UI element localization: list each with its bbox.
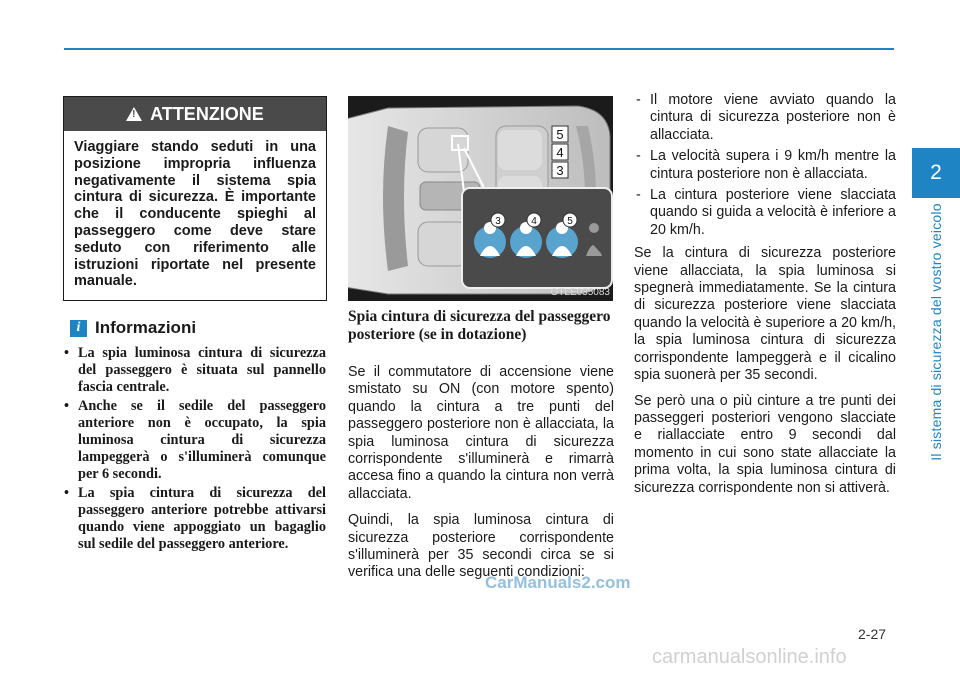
rear-seat-5 <box>498 130 542 170</box>
svg-text:5: 5 <box>567 216 573 227</box>
info-item: • Anche se il sedile del passeggero anteriore non è occupato, la spia luminosa cintura di sicurezza lampeggerà o s'illuminerà comunque per 6 secondi. <box>64 398 326 483</box>
svg-text:4: 4 <box>556 145 564 160</box>
figure-code: OTLE035083 <box>550 287 610 298</box>
condition-item: - La cintura posteriore viene slacciata quando si guida a velocità è inferiore a 20 km/h. <box>634 187 896 239</box>
warning-title: ATTENZIONE <box>150 103 264 124</box>
conditions-list <box>634 92 896 239</box>
info-item: • La spia luminosa cintura di sicurezza del passeggero è situata sul pannello fascia centrale. <box>64 345 326 396</box>
watermark: CarManuals2.com <box>485 573 631 592</box>
car-illustration <box>348 96 613 301</box>
front-seat-right <box>418 222 468 266</box>
footer-watermark: carmanualsonline.info <box>652 646 847 668</box>
section-heading: Spia cintura di sicurezza del passeggero posteriore (se in dotazione) <box>348 308 611 343</box>
condition-item: - La velocità supera i 9 km/h mentre la cintura posteriore non è allacciata. <box>634 148 896 183</box>
svg-text:3: 3 <box>556 163 564 178</box>
seat-number-5 <box>552 126 568 142</box>
top-rule <box>64 48 894 50</box>
section-body <box>348 364 614 591</box>
warning-box <box>63 96 327 301</box>
page-number: 2-27 <box>858 626 887 642</box>
info-list <box>64 345 326 555</box>
paragraph: Se la cintura di sicurezza posteriore viene allacciata, la spia luminosa si spegnerà immediatamente. Se la cintura di sicurezza posteriore viene slacciata quando la velocità è superiore a 20 km/h, la spia luminosa cintura di sicurezza corrispondente lampeggerà e il cicalino spia suonerà per 35 secondi. <box>634 245 896 384</box>
seat-number-3 <box>552 162 568 178</box>
right-column <box>634 92 896 505</box>
svg-text:3: 3 <box>495 216 501 227</box>
info-icon: i <box>70 320 87 337</box>
paragraph: Se il commutatore di accensione viene smistato su ON (con motore spento) quando la cintura a tre punti del passeggero posteriore non è allacciata, la spia luminosa cintura di sicurezza corrispondente s'illuminerà e rimarrà accesa fino a quando la cintura non verrà allacciata. <box>348 364 614 502</box>
svg-text:4: 4 <box>531 216 537 227</box>
paragraph: Se però una o più cinture a tre punti dei passeggeri posteriori vengono slacciate e riallacciate entro 9 secondi dal momento in cui sono state allacciate la prima volta, la spia luminosa cintura di sicurezza corrispondente non si attiverà. <box>634 392 896 496</box>
paragraph: Quindi, la spia luminosa cintura di sicurezza posteriore corrispondente s'illuminerà per 35 secondi circa se si verifica una delle seguenti condizioni: <box>348 512 614 581</box>
warning-header <box>64 97 326 131</box>
warning-triangle-icon <box>126 107 142 121</box>
seat-number-4 <box>552 144 568 160</box>
side-chapter-title-text: Il sistema di sicurezza del vostro veicolo <box>928 203 944 461</box>
figure-car-top-view <box>348 96 613 301</box>
warning-text: Viaggiare stando seduti in una posizione impropria influenza negativamente il sistema spia cintura di sicurezza. È importante che il conducente spieghi al passeggero come deve stare seduto con riferimento alle istruzioni riportate nel presente manuale. <box>74 139 316 290</box>
info-title: Informazioni <box>95 318 197 337</box>
condition-item: - Il motore viene avviato quando la cintura di sicurezza posteriore non è allacciata. <box>634 92 896 144</box>
info-item: • La spia cintura di sicurezza del passeggero anteriore potrebbe attivarsi quando viene appoggiato un bagaglio sul sedile del passeggero anteriore. <box>64 485 326 553</box>
info-header <box>70 318 196 338</box>
chapter-tab: 2 <box>912 148 960 198</box>
svg-text:5: 5 <box>556 127 564 142</box>
